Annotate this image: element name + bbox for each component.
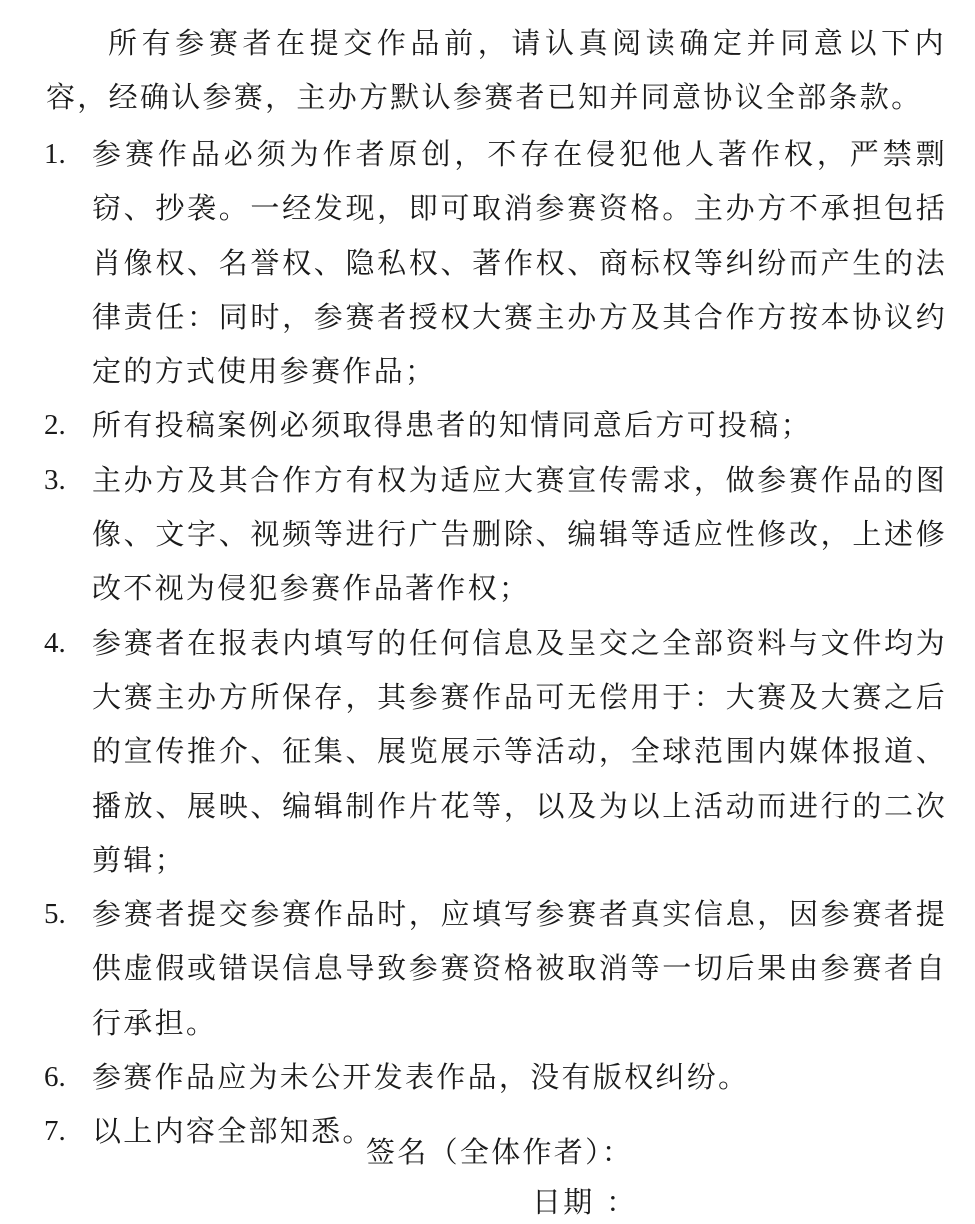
signature-label: 签名（全体作者）：	[366, 1135, 634, 1169]
clause-item	[0, 887, 975, 1050]
clause-item	[0, 127, 975, 398]
clause-text: 参赛者提交参赛作品时，应填写参赛者真实信息，因参赛者提供虚假或错误信息导致参赛资格被取消等一切后果由参赛者自行承担。	[92, 897, 947, 1040]
clause-number: 3.	[44, 463, 66, 496]
intro-paragraph: 所有参赛者在提交作品前，请认真阅读确定并同意以下内容，经确认参赛，主办方默认参赛者已知并同意协议全部条款。	[46, 26, 946, 114]
clause-text: 以上内容全部知悉。	[92, 1114, 374, 1149]
clause-item	[0, 453, 975, 616]
clause-text: 主办方及其合作方有权为适应大赛宣传需求，做参赛作品的图像、文字、视频等进行广告删除、编辑等适应性修改，上述修改不视为侵犯参赛作品著作权；	[92, 462, 947, 606]
clause-item	[0, 398, 975, 452]
clause-item	[0, 1050, 975, 1104]
clause-number: 2.	[44, 409, 66, 442]
clause-text: 参赛者在报表内填写的任何信息及呈交之全部资料与文件均为大赛主办方所保存，其参赛作品可无偿用于：大赛及大赛之后的宣传推介、征集、展览展示等活动，全球范围内媒体报道、播放、展映、编辑制作片花等，以及为以上活动而进行的二次剪辑；	[92, 625, 947, 877]
clause-list	[0, 127, 975, 1159]
clause-number: 5.	[44, 898, 66, 931]
clause-number: 6.	[44, 1061, 66, 1094]
clause-text: 参赛作品必须为作者原创，不存在侵犯他人著作权，严禁剽窃、抄袭。一经发现，即可取消参赛资格。主办方不承担包括肖像权、名誉权、隐私权、著作权、商标权等纠纷而产生的法律责任：同时，参赛者授权大赛主办方及其合作方按本协议约定的方式使用参赛作品；	[92, 137, 947, 389]
clause-item	[0, 616, 975, 887]
clause-number: 4.	[44, 626, 66, 659]
clause-number: 7.	[44, 1115, 66, 1148]
clause-text: 所有投稿案例必须取得患者的知情同意后方可投稿；	[92, 408, 812, 443]
date-label: 日期 ：	[532, 1185, 638, 1219]
clause-text: 参赛作品应为未公开发表作品，没有版权纠纷。	[92, 1060, 750, 1095]
clause-number: 1.	[44, 138, 66, 170]
